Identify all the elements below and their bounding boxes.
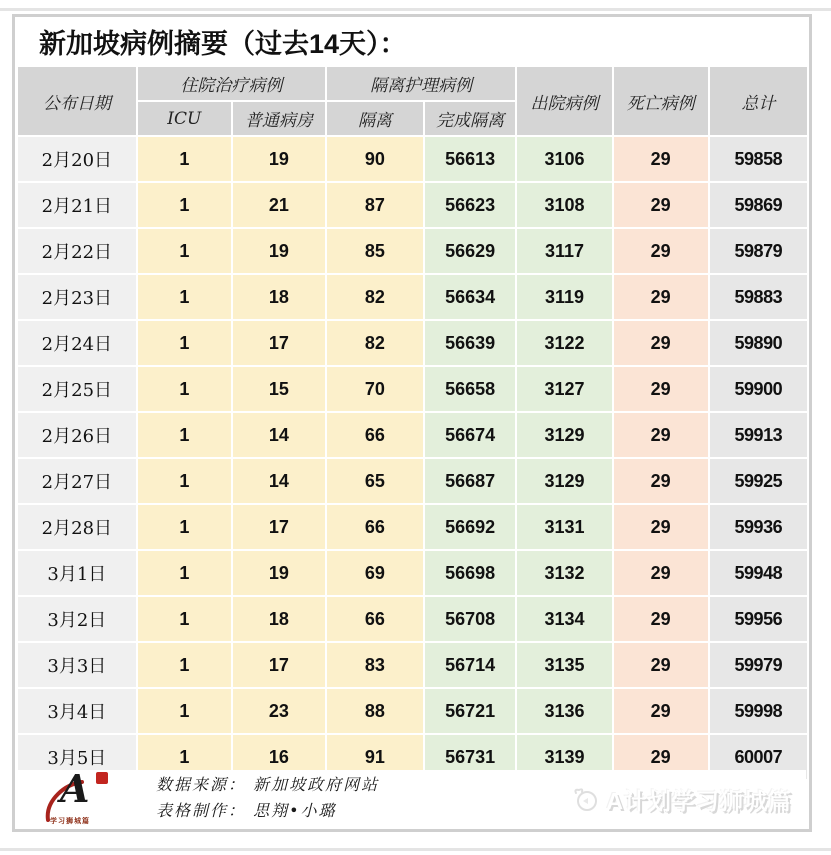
- icu-cell: 1: [138, 137, 231, 181]
- date-cell: 2月25日: [18, 367, 136, 411]
- discharged-cell: 3119: [517, 275, 611, 319]
- deaths-cell: 29: [614, 367, 708, 411]
- general-ward-cell: 17: [233, 643, 325, 687]
- table-row: [18, 551, 807, 595]
- icu-cell: 1: [138, 735, 231, 779]
- credit-line: 表格制作： 思翔•小璐: [156, 801, 337, 820]
- isolation-cell: 82: [327, 321, 423, 365]
- general-ward-cell: 15: [233, 367, 325, 411]
- total-cell: 59948: [710, 551, 807, 595]
- table-row: [18, 459, 807, 503]
- header-date: 公布日期: [18, 67, 136, 135]
- general-ward-cell: 14: [233, 459, 325, 503]
- deaths-cell: 29: [614, 505, 708, 549]
- isolation-cell: 70: [327, 367, 423, 411]
- general-ward-cell: 17: [233, 321, 325, 365]
- summary-card: [12, 14, 812, 832]
- bottom-divider: [0, 848, 831, 851]
- deaths-cell: 29: [614, 689, 708, 733]
- general-ward-cell: 18: [233, 275, 325, 319]
- discharged-cell: 3129: [517, 459, 611, 503]
- icu-cell: 1: [138, 505, 231, 549]
- total-cell: 59900: [710, 367, 807, 411]
- table-row: [18, 321, 807, 365]
- table-row: [18, 413, 807, 457]
- total-cell: 60007: [710, 735, 807, 779]
- header-icu: ICU: [138, 102, 231, 135]
- icu-cell: 1: [138, 413, 231, 457]
- date-cell: 3月2日: [18, 597, 136, 641]
- table-row: [18, 643, 807, 687]
- completed-isolation-cell: 56629: [425, 229, 515, 273]
- table-row: [18, 367, 807, 411]
- discharged-cell: 3139: [517, 735, 611, 779]
- isolation-cell: 82: [327, 275, 423, 319]
- icu-cell: 1: [138, 643, 231, 687]
- isolation-cell: 66: [327, 413, 423, 457]
- header-isolation-group: 隔离护理病例: [327, 67, 515, 100]
- date-cell: 3月3日: [18, 643, 136, 687]
- table-row: [18, 597, 807, 641]
- general-ward-cell: 16: [233, 735, 325, 779]
- discharged-cell: 3106: [517, 137, 611, 181]
- table-header: [18, 67, 807, 135]
- deaths-cell: 29: [614, 275, 708, 319]
- icu-cell: 1: [138, 459, 231, 503]
- header-isolation: 隔离: [327, 102, 423, 135]
- data-source-line: 数据来源： 新加坡政府网站: [156, 774, 380, 794]
- completed-isolation-cell: 56623: [425, 183, 515, 227]
- general-ward-cell: 23: [233, 689, 325, 733]
- completed-isolation-cell: 56698: [425, 551, 515, 595]
- table-row: [18, 183, 807, 227]
- total-cell: 59869: [710, 183, 807, 227]
- isolation-cell: 65: [327, 459, 423, 503]
- discharged-cell: 3108: [517, 183, 611, 227]
- discharged-cell: 3127: [517, 367, 611, 411]
- completed-isolation-cell: 56692: [425, 505, 515, 549]
- discharged-cell: 3135: [517, 643, 611, 687]
- general-ward-cell: 19: [233, 551, 325, 595]
- date-cell: 3月4日: [18, 689, 136, 733]
- table-row: [18, 689, 807, 733]
- wechat-official-account-icon: [570, 787, 600, 813]
- completed-isolation-cell: 56639: [425, 321, 515, 365]
- completed-isolation-cell: 56721: [425, 689, 515, 733]
- top-divider: [0, 8, 831, 11]
- header-deaths: 死亡病例: [614, 67, 708, 135]
- discharged-cell: 3122: [517, 321, 611, 365]
- icu-cell: 1: [138, 689, 231, 733]
- page-title: 新加坡病例摘要（过去14天）：: [39, 28, 407, 59]
- total-cell: 59925: [710, 459, 807, 503]
- general-ward-cell: 14: [233, 413, 325, 457]
- date-cell: 3月1日: [18, 551, 136, 595]
- header-general-ward: 普通病房: [233, 102, 325, 135]
- discharged-cell: 3134: [517, 597, 611, 641]
- deaths-cell: 29: [614, 183, 708, 227]
- table-row: [18, 505, 807, 549]
- icu-cell: 1: [138, 367, 231, 411]
- discharged-cell: 3131: [517, 505, 611, 549]
- completed-isolation-cell: 56674: [425, 413, 515, 457]
- isolation-cell: 90: [327, 137, 423, 181]
- header-completed-isolation: 完成隔离: [425, 102, 515, 135]
- deaths-cell: 29: [614, 735, 708, 779]
- completed-isolation-cell: 56687: [425, 459, 515, 503]
- isolation-cell: 85: [327, 229, 423, 273]
- table-body: [18, 137, 807, 779]
- watermark-text: A计划学习狮城篇: [606, 788, 792, 814]
- icu-cell: 1: [138, 321, 231, 365]
- table-row: [18, 275, 807, 319]
- deaths-cell: 29: [614, 643, 708, 687]
- completed-isolation-cell: 56708: [425, 597, 515, 641]
- icu-cell: 1: [138, 597, 231, 641]
- general-ward-cell: 21: [233, 183, 325, 227]
- general-ward-cell: 19: [233, 137, 325, 181]
- deaths-cell: 29: [614, 413, 708, 457]
- icu-cell: 1: [138, 551, 231, 595]
- total-cell: 59936: [710, 505, 807, 549]
- deaths-cell: 29: [614, 597, 708, 641]
- general-ward-cell: 19: [233, 229, 325, 273]
- title-band: [15, 17, 809, 65]
- brand-logo: [44, 766, 116, 825]
- table-row: [18, 229, 807, 273]
- deaths-cell: 29: [614, 229, 708, 273]
- footer: [18, 766, 806, 826]
- total-cell: 59979: [710, 643, 807, 687]
- date-cell: 2月22日: [18, 229, 136, 273]
- total-cell: 59858: [710, 137, 807, 181]
- completed-isolation-cell: 56613: [425, 137, 515, 181]
- isolation-cell: 69: [327, 551, 423, 595]
- date-cell: 2月27日: [18, 459, 136, 503]
- icu-cell: 1: [138, 229, 231, 273]
- date-cell: 2月21日: [18, 183, 136, 227]
- total-cell: 59913: [710, 413, 807, 457]
- isolation-cell: 66: [327, 597, 423, 641]
- deaths-cell: 29: [614, 321, 708, 365]
- credits-block: [156, 772, 379, 825]
- table-row: [18, 137, 807, 181]
- general-ward-cell: 18: [233, 597, 325, 641]
- total-cell: 59883: [710, 275, 807, 319]
- discharged-cell: 3117: [517, 229, 611, 273]
- deaths-cell: 29: [614, 137, 708, 181]
- date-cell: 2月26日: [18, 413, 136, 457]
- total-cell: 59998: [710, 689, 807, 733]
- isolation-cell: 87: [327, 183, 423, 227]
- header-discharged: 出院病例: [517, 67, 611, 135]
- total-cell: 59956: [710, 597, 807, 641]
- total-cell: 59890: [710, 321, 807, 365]
- header-hospitalized-group: 住院治疗病例: [138, 67, 325, 100]
- header-total: 总计: [710, 67, 807, 135]
- deaths-cell: 29: [614, 551, 708, 595]
- date-cell: 2月20日: [18, 137, 136, 181]
- completed-isolation-cell: 56634: [425, 275, 515, 319]
- watermark: [570, 783, 792, 816]
- deaths-cell: 29: [614, 459, 708, 503]
- completed-isolation-cell: 56714: [425, 643, 515, 687]
- date-cell: 2月23日: [18, 275, 136, 319]
- general-ward-cell: 17: [233, 505, 325, 549]
- date-cell: 2月24日: [18, 321, 136, 365]
- isolation-cell: 88: [327, 689, 423, 733]
- date-cell: 2月28日: [18, 505, 136, 549]
- isolation-cell: 66: [327, 505, 423, 549]
- discharged-cell: 3136: [517, 689, 611, 733]
- icu-cell: 1: [138, 275, 231, 319]
- icu-cell: 1: [138, 183, 231, 227]
- isolation-cell: 91: [327, 735, 423, 779]
- discharged-cell: 3132: [517, 551, 611, 595]
- logo-seal-icon: [96, 772, 108, 784]
- completed-isolation-cell: 56731: [425, 735, 515, 779]
- discharged-cell: 3129: [517, 413, 611, 457]
- isolation-cell: 83: [327, 643, 423, 687]
- cases-table: [16, 65, 809, 781]
- date-cell: 3月5日: [18, 735, 136, 779]
- logo-letter: A: [60, 766, 90, 811]
- logo-caption: 学习狮城篇: [50, 818, 90, 825]
- completed-isolation-cell: 56658: [425, 367, 515, 411]
- total-cell: 59879: [710, 229, 807, 273]
